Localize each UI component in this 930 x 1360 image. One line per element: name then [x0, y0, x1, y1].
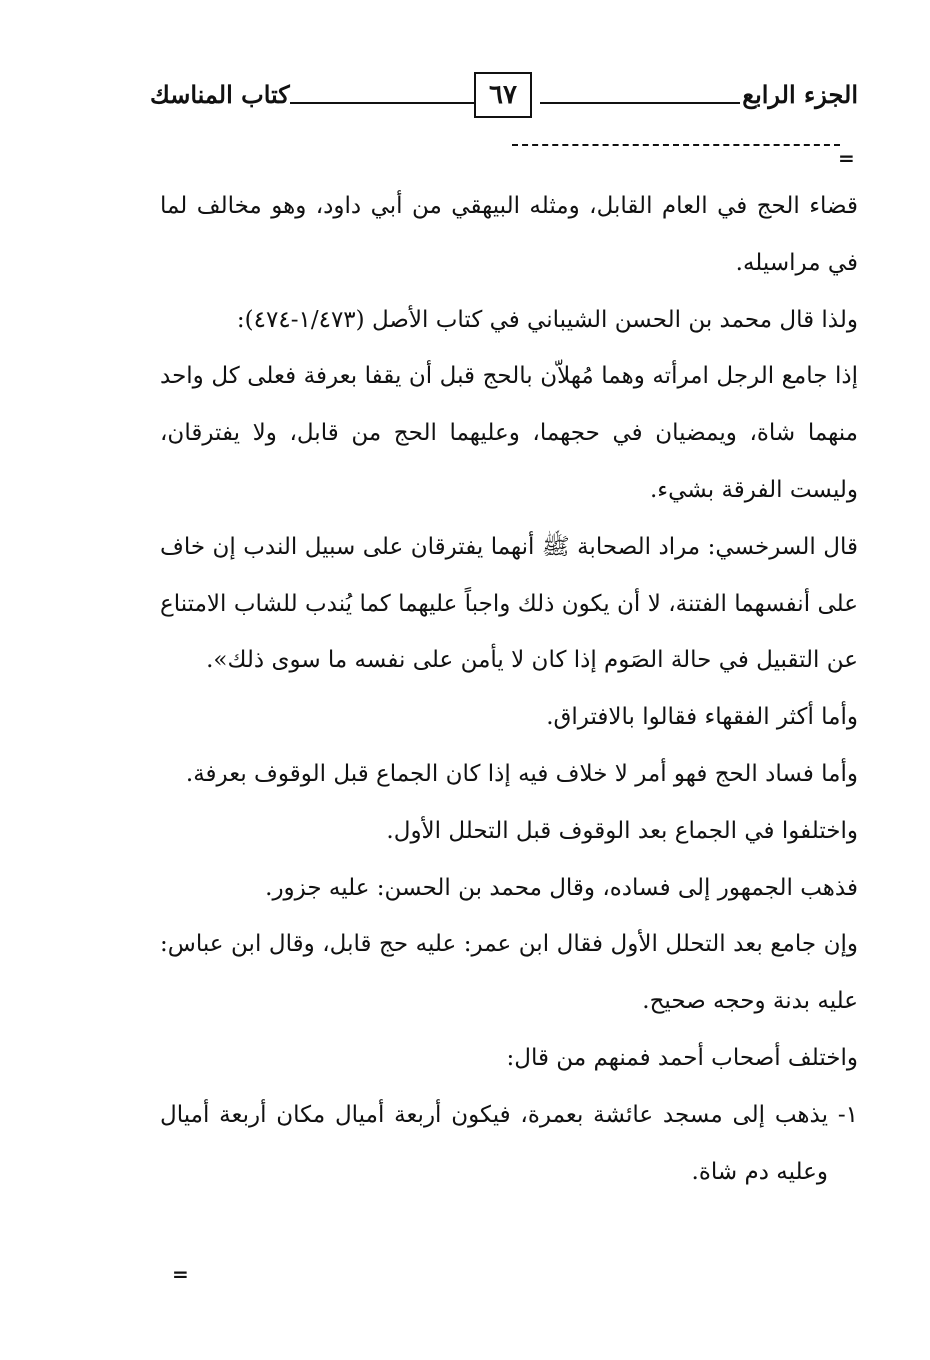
list-item: [160, 1087, 858, 1201]
list-item-text: يذهب إلى مسجد عائشة بعمرة، فيكون أربعة أميال مكان أربعة أميال وعليه دم شاة.: [160, 1101, 828, 1185]
paragraph: واختلفوا في الجماع بعد الوقوف قبل التحلل الأول.: [386, 817, 858, 844]
main-text: [160, 178, 858, 1200]
paragraph: وإن جامع بعد التحلل الأول فقال ابن عمر: عليه حج قابل، وقال ابن عباس: عليه بدنة وحجه صحيح.: [160, 931, 858, 1015]
page-number: ٦٧: [474, 72, 532, 118]
header-rule-right: [540, 102, 740, 104]
paragraph: قضاء الحج في العام القابل، ومثله البيهقي من أبي داود، وهو مخالف لما في مراسيله.: [160, 193, 858, 276]
header-rule-left: [290, 102, 474, 104]
paragraph: قال السرخسي: مراد الصحابة ﷺ أنهما يفترقان على سبيل الندب إن خاف على أنفسهما الفتنة، لا أن يكون ذلك واجباً عليهما كما يُندب للشاب الامتناع عن التقبيل في حالة الصَوم إذا كان لا يأمن على نفسه ما سوى ذلك».: [160, 533, 858, 674]
list-item-number: ١-: [837, 1101, 858, 1128]
paragraph: إذا جامع الرجل امرأته وهما مُهلاّن بالحج قبل أن يقفا بعرفة فعلى كل واحد منهما شاة، ويمضيان في حجهما، وعليهما الحج من قابل، ولا يفترقان، وليست الفرقة بشيء.: [160, 363, 858, 503]
volume-title: الجزء الرابع: [742, 80, 858, 109]
book-title: كتاب المناسك: [150, 80, 290, 109]
continuation-mark-top: =: [838, 146, 855, 170]
paragraph: ولذا قال محمد بن الحسن الشيباني في كتاب الأصل (١/٤٧٣-٤٧٤):: [236, 306, 858, 333]
header-dashed-separator: [512, 144, 840, 146]
paragraph: وأما أكثر الفقهاء فقالوا بالافتراق.: [546, 704, 858, 731]
paragraph: وأما فساد الحج فهو أمر لا خلاف فيه إذا كان الجماع قبل الوقوف بعرفة.: [185, 760, 858, 787]
paragraph: فذهب الجمهور إلى فساده، وقال محمد بن الحسن: عليه جزور.: [265, 874, 858, 901]
continuation-mark-bottom: =: [172, 1262, 189, 1286]
paragraph: واختلف أصحاب أحمد فمنهم من قال:: [506, 1044, 858, 1071]
